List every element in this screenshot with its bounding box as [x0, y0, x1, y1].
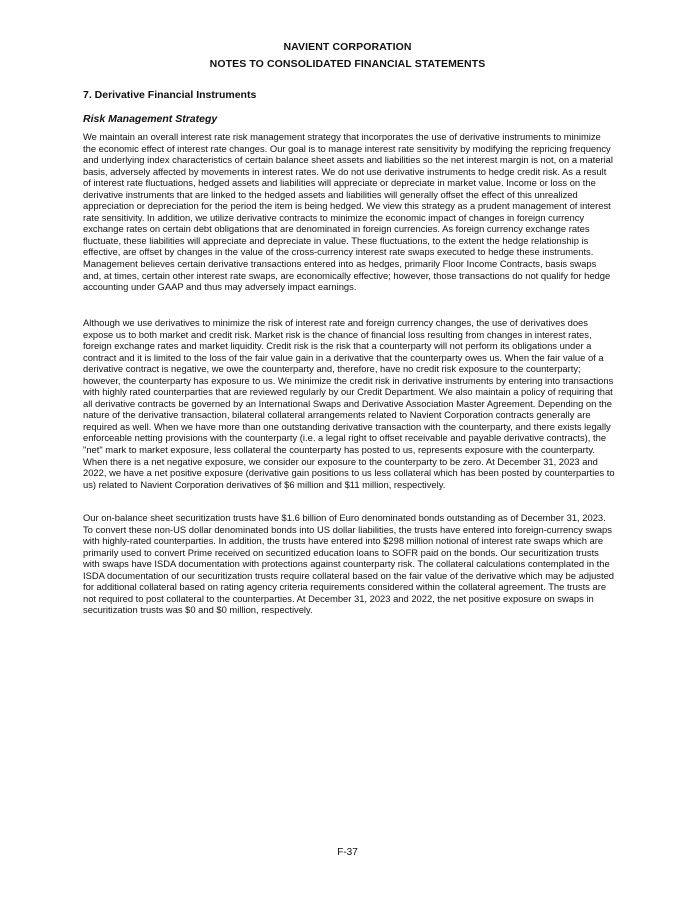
page-number: F-37 [337, 847, 358, 858]
subsection-heading: Risk Management Strategy [83, 113, 218, 125]
company-name: NAVIENT CORPORATION [283, 41, 412, 53]
paragraph-risk-strategy: We maintain an overall interest rate risk management strategy that incorporates the use of derivative instruments to minimize the economic effect of interest rate changes. Our goal is to manage interest rate sensitivity by modifying the repricing frequency and underlying index characteristics of certain balance sheet assets and liabilities so the net interest margin is not, on a material basis, adversely affected by movements in interest rates. We do not use derivative instruments to hedge credit risk. As a result of interest rate fluctuations, hedged assets and liabilities will appreciate or depreciate in market value. Income or loss on the derivative instruments that are linked to the hedged assets and liabilities will generally offset the effect of this unrealized appreciation or depreciation for the period the item is being hedged. We view this strategy as a prudent management of interest rate sensitivity. In addition, we utilize derivative contracts to minimize the economic impact of changes in foreign currency exchange rates on certain debt obligations that are denominated in foreign currencies. As foreign currency exchange rates fluctuate, these liabilities will appreciate and depreciate in value. These fluctuations, to the extent the hedge relationship is effective, are offset by changes in the value of the cross-currency interest rate swaps executed to hedge these instruments. Management believes certain derivative transactions entered into as hedges, primarily Floor Income Contracts, basis swaps and, at times, certain other interest rate swaps, are economically effective; however, those transactions do not qualify for hedge accounting under GAAP and thus may adversely impact earnings. [83, 131, 613, 293]
paragraph-credit-risk: Although we use derivatives to minimize the risk of interest rate and foreign currency changes, the use of derivatives does expose us to both market and credit risk. Market risk is the chance of financial loss resulting from changes in interest rates, foreign exchange rates and market liquidity. Credit risk is the risk that a counterparty will not perform its obligations under a contract and it is limited to the loss of the fair value gain in a derivative that the counterparty owes us. When the fair value of a derivative contract is negative, we owe the counterparty and, therefore, have no credit risk exposure to the counterparty; however, the counterparty has exposure to us. We minimize the credit risk in derivative instruments by entering into transactions with highly rated counterparties that are reviewed regularly by our Credit Department. We also maintain a policy of requiring that all derivative contracts be governed by an International Swaps and Derivative Association Master Agreement. Depending on the nature of the derivative transaction, bilateral collateral arrangements related to Navient Corporation contracts generally are required as well. When we have more than one outstanding derivative transaction with the counterparty, and there exists legally enforceable netting provisions with the counterparty (i.e. a legal right to offset receivable and payable derivative contracts), the "net" mark to market exposure, less collateral the counterparty has posted to us, represents exposure with the counterparty. When there is a net negative exposure, we consider our exposure to the counterparty to be zero. At December 31, 2023 and 2022, we have a net positive exposure (derivative gain positions to us less collateral which has been posted by counterparties to us) related to Navient Corporation derivatives of $6 million and $11 million, respectively. [83, 317, 615, 490]
paragraph-securitization-trusts: Our on-balance sheet securitization trusts have $1.6 billion of Euro denominated bonds outstanding as of December 31, 2023. To convert these non-US dollar denominated bonds into US dollar liabilities, the trusts have entered into foreign-currency swaps with highly-rated counterparties. In addition, the trusts have entered into $298 million notional of interest rate swaps which are primarily used to convert Prime received on securitized education loans to SOFR paid on the bonds. Our securitization trusts with swaps have ISDA documentation with protections against counterparty risk. The collateral calculations contemplated in the ISDA documentation of our securitization trusts require collateral based on the fair value of the derivative which may be adjusted for additional collateral based on rating agency criteria requirements considered within the collateral agreement. The trusts are not required to post collateral to the counterparties. At December 31, 2023 and 2022, the net positive exposure on swaps in securitization trusts was $0 and $0 million, respectively. [83, 512, 615, 616]
document-title: NOTES TO CONSOLIDATED FINANCIAL STATEMENTS [209, 58, 486, 70]
section-heading: 7. Derivative Financial Instruments [83, 89, 257, 101]
